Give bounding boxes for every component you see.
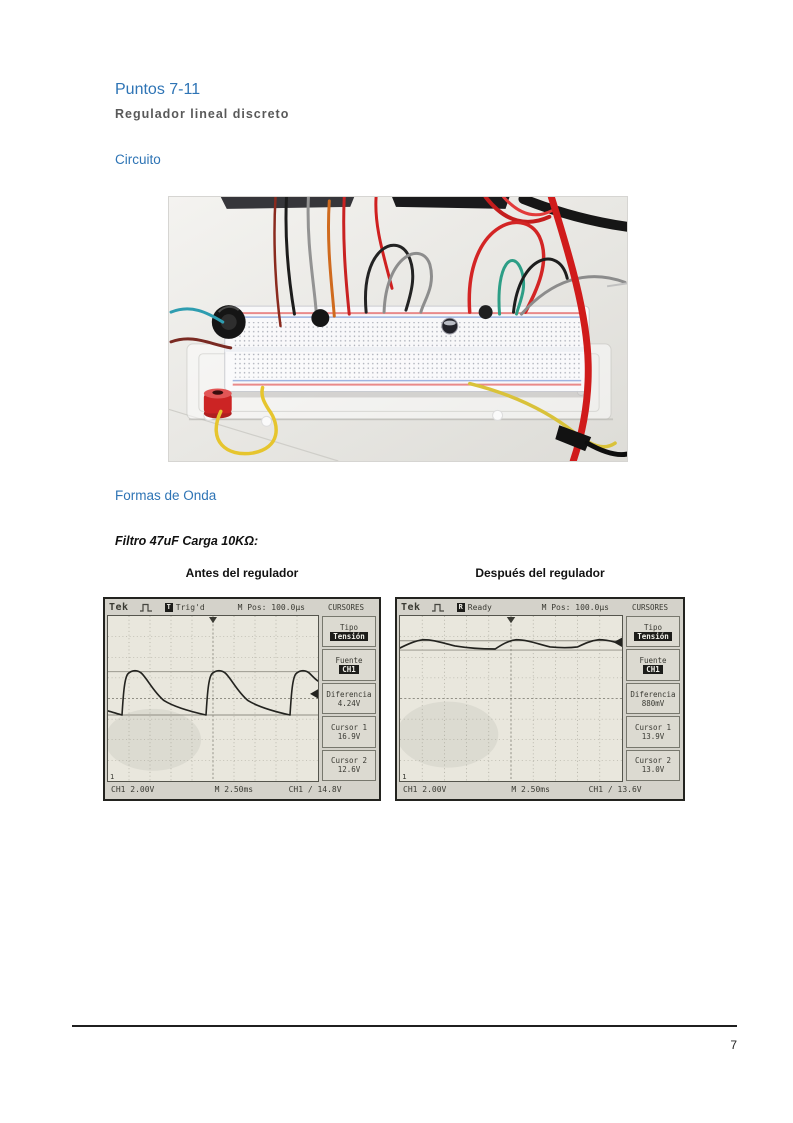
trigger-level-readout: CH1 / 14.8V: [288, 785, 342, 794]
trigger-badge: T: [166, 603, 171, 611]
cursors-menu-title: CURSORES: [327, 603, 365, 612]
ch1-scale-readout: CH1 2.00V: [111, 785, 155, 794]
menu-box-cursor-1: Cursor 1 16.9V: [322, 716, 376, 747]
scope-header: [397, 599, 683, 615]
oscilloscope-after: [395, 597, 685, 801]
trigger-badge: R: [458, 603, 463, 611]
timebase-readout: M 2.50ms: [511, 785, 550, 794]
channel-1-marker: 1: [402, 772, 407, 781]
scope-header: [105, 599, 379, 615]
trigger-position-marker: [209, 617, 217, 623]
cursors-menu: [319, 615, 377, 782]
circuit-photo: [168, 196, 628, 462]
scope-status-bar: [105, 782, 379, 799]
footer-divider: [72, 1025, 737, 1027]
menu-box-diferencia: Diferencia 880mV: [626, 683, 680, 714]
cursors-menu: [623, 615, 681, 782]
cursor-marker-arrow: [310, 689, 318, 698]
scope-status-bar: [397, 782, 683, 799]
waveform-display: [107, 615, 319, 782]
page-subtitle: Regulador lineal discreto: [115, 107, 290, 121]
m-position-readout: M Pos: 100.0µs: [541, 603, 609, 612]
section-circuit-heading: Circuito: [115, 152, 161, 167]
tek-logo: Tek: [109, 602, 129, 613]
channel-1-marker: 1: [110, 771, 115, 781]
cursors-menu-title: CURSORES: [631, 603, 669, 612]
menu-box-tipo: Tipo Tensión: [322, 616, 376, 647]
page-number: 7: [730, 1038, 737, 1052]
trigger-position-marker: [507, 617, 515, 623]
m-position-readout: M Pos: 100.0µs: [237, 603, 305, 612]
waveform-display: [399, 615, 623, 782]
page-title: Puntos 7-11: [115, 81, 201, 98]
menu-box-cursor-2: Cursor 2 12.6V: [322, 750, 376, 781]
scope-title-after: Después del regulador: [475, 566, 605, 580]
tek-logo: Tek: [401, 602, 421, 613]
filter-note: Filtro 47uF Carga 10KΩ:: [115, 534, 259, 548]
square-wave-icon: [139, 603, 155, 612]
trigger-status: Trig'd: [175, 603, 205, 612]
ch1-scale-readout: CH1 2.00V: [403, 785, 447, 794]
trigger-level-readout: CH1 / 13.6V: [588, 785, 642, 794]
menu-box-fuente: Fuente CH1: [626, 649, 680, 680]
cursor-marker-arrow: [614, 638, 622, 647]
section-waveforms-heading: Formas de Onda: [115, 488, 217, 503]
menu-box-fuente: Fuente CH1: [322, 649, 376, 680]
menu-box-cursor-2: Cursor 2 13.0V: [626, 750, 680, 781]
menu-box-tipo: Tipo Tensión: [626, 616, 680, 647]
breadboard-photo-illustration: [169, 197, 627, 461]
square-wave-icon: [431, 603, 447, 612]
trigger-status: Ready: [467, 603, 492, 612]
oscilloscope-before: [103, 597, 381, 801]
menu-box-diferencia: Diferencia 4.24V: [322, 683, 376, 714]
timebase-readout: M 2.50ms: [214, 785, 254, 794]
menu-box-cursor-1: Cursor 1 13.9V: [626, 716, 680, 747]
scope-title-before: Antes del regulador: [185, 566, 299, 580]
